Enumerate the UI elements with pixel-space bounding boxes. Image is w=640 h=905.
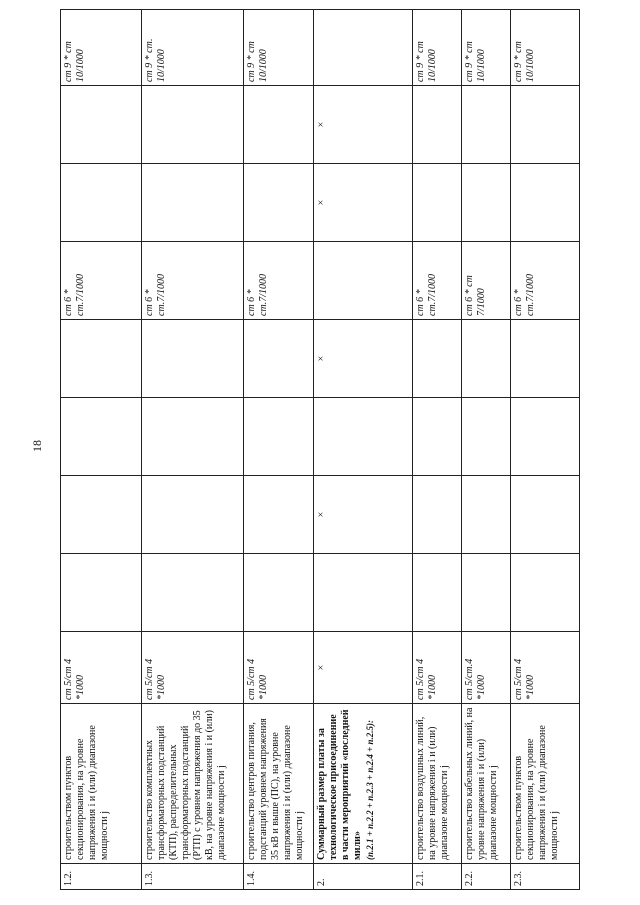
formula-reference: ст 6 * ст.7/1000	[244, 242, 314, 320]
empty-cell	[511, 476, 580, 554]
empty-cell	[142, 476, 244, 554]
formula-reference: ст 6 * ст.7/1000	[142, 242, 244, 320]
cross-mark: ×	[314, 320, 413, 398]
empty-cell	[244, 554, 314, 632]
formula-reference: ст 5/ст 4 *1000	[244, 632, 314, 704]
table-row	[461, 10, 510, 890]
empty-cell	[244, 398, 314, 476]
row-description	[461, 704, 510, 864]
row-description-text: Суммарный размер платы за технологическое присоединение в части мероприятий «последней мили»	[316, 709, 364, 860]
row-description-text: строительством пунктов секционирования, на уровне напряжения i и (или) диапазоне мощности j	[513, 725, 561, 860]
empty-cell	[511, 320, 580, 398]
formula-reference: ст 6 * ст.7/1000	[61, 242, 142, 320]
table-row	[412, 10, 461, 890]
formula-reference: ст 9 * ст. 10/1000	[142, 10, 244, 86]
page-number: 18	[30, 440, 44, 452]
formula-reference: ст 5/ст 4 *1000	[511, 632, 580, 704]
empty-cell	[314, 10, 413, 86]
row-number: 1.4.	[244, 864, 314, 890]
empty-cell	[412, 554, 461, 632]
empty-cell	[511, 554, 580, 632]
cross-mark: ×	[314, 632, 413, 704]
empty-cell	[511, 398, 580, 476]
empty-cell	[61, 398, 142, 476]
table-row	[314, 10, 413, 890]
row-description	[511, 704, 580, 864]
empty-cell	[244, 320, 314, 398]
formula-reference: ст 9 * ст 10/1000	[412, 10, 461, 86]
empty-cell	[412, 164, 461, 242]
empty-cell	[461, 86, 510, 164]
row-description-text: строительство комплектных трансформаторных подстанций (КТП), распределительных трансформаторных подстанций (РТП) с уровнем напряжения до 35 кВ, на уровне напряжения i и (или) диапазоне мощности j	[144, 710, 228, 860]
table-row	[244, 10, 314, 890]
empty-cell	[314, 554, 413, 632]
empty-cell	[61, 164, 142, 242]
row-description	[244, 704, 314, 864]
cross-mark: ×	[314, 86, 413, 164]
row-number: 1.2.	[61, 864, 142, 890]
row-formula: (п.2.1 + п.2.2 + п.2.3 + п.2.4 + п.2.5):	[365, 719, 376, 860]
cross-mark: ×	[314, 476, 413, 554]
empty-cell	[61, 86, 142, 164]
row-description	[314, 704, 413, 864]
tariff-table	[60, 9, 580, 890]
row-description-text: строительством пунктов секционирования, на уровне напряжения i и (или) диапазоне мощности j	[63, 725, 110, 860]
empty-cell	[461, 554, 510, 632]
row-description	[61, 704, 142, 864]
empty-cell	[142, 398, 244, 476]
empty-cell	[244, 164, 314, 242]
row-description	[142, 704, 244, 864]
cross-mark: ×	[314, 164, 413, 242]
formula-reference: ст 9 * ст 10/1000	[461, 10, 510, 86]
formula-reference: ст 9 * ст 10/1000	[244, 10, 314, 86]
row-description-text: строительство кабельных линий, на уровне напряжения i и (или) диапазоне мощности j	[463, 707, 499, 860]
empty-cell	[61, 320, 142, 398]
empty-cell	[142, 554, 244, 632]
empty-cell	[314, 242, 413, 320]
empty-cell	[412, 476, 461, 554]
row-number: 1.3.	[142, 864, 244, 890]
row-number: 2.	[314, 864, 413, 890]
empty-cell	[314, 398, 413, 476]
rotated-table-sheet	[60, 10, 580, 890]
empty-cell	[461, 476, 510, 554]
empty-cell	[61, 476, 142, 554]
formula-reference: ст 9 * ст 10/1000	[61, 10, 142, 86]
empty-cell	[412, 320, 461, 398]
empty-cell	[461, 320, 510, 398]
formula-reference: ст 6 * ст 7/1000	[461, 242, 510, 320]
empty-cell	[142, 86, 244, 164]
formula-reference: ст 9 * ст 10/1000	[511, 10, 580, 86]
formula-reference: ст 5/ст.4 *1000	[461, 632, 510, 704]
empty-cell	[244, 476, 314, 554]
empty-cell	[142, 164, 244, 242]
row-description-text: строительство центров питания, подстанций уровнем напряжения 35 кВ и выше (ПС), на уровне напряжения i и (или) диапазоне мощности j	[246, 718, 306, 860]
table-row	[61, 10, 142, 890]
empty-cell	[461, 398, 510, 476]
table-row	[142, 10, 244, 890]
formula-reference: ст 6 * ст.7/1000	[412, 242, 461, 320]
table-row	[511, 10, 580, 890]
empty-cell	[511, 86, 580, 164]
formula-reference: ст 5/ст 4 *1000	[142, 632, 244, 704]
empty-cell	[61, 554, 142, 632]
empty-cell	[511, 164, 580, 242]
row-description	[412, 704, 461, 864]
formula-reference: ст 5/ст 4 *1000	[61, 632, 142, 704]
empty-cell	[412, 398, 461, 476]
formula-reference: ст 6 * ст.7/1000	[511, 242, 580, 320]
row-description-text: строительство воздушных линий, на уровне напряжения i и (или) диапазоне мощности j	[414, 716, 450, 860]
empty-cell	[244, 86, 314, 164]
empty-cell	[142, 320, 244, 398]
row-number: 2.2.	[461, 864, 510, 890]
empty-cell	[461, 164, 510, 242]
row-number: 2.3.	[511, 864, 580, 890]
empty-cell	[412, 86, 461, 164]
formula-reference: ст 5/ст 4 *1000	[412, 632, 461, 704]
row-number: 2.1.	[412, 864, 461, 890]
table-body	[61, 10, 580, 890]
